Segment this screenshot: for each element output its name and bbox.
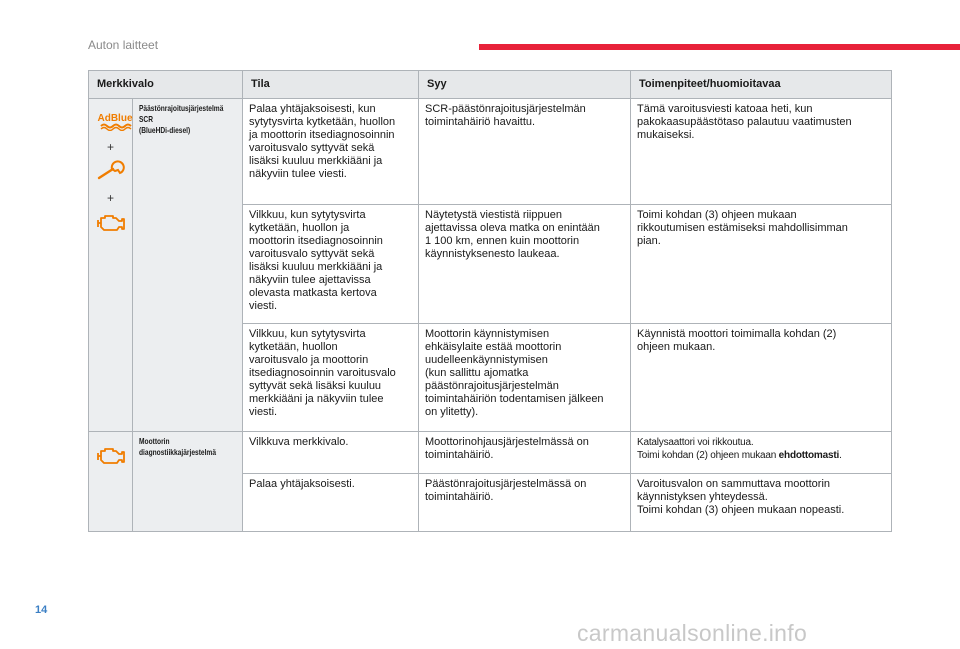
toimenpiteet-emphasis: ehdottomasti — [778, 450, 840, 461]
tila-text: Vilkkuu, kun sytytysvirta kytketään, huollon varoitusvalo ja moottorin itsediagnosoinnin varoitusvalo syttyvät sekä lisäksi kuuluu merkkiääni ja näkyviin tulee viesti. — [249, 328, 396, 418]
cell-tila — [243, 324, 419, 432]
syy-text: Moottorin käynnistymisen ehkäisylaite estää moottorin uudelleenkäynnistymisen (kun sallittu ajomatka päästönrajoitusjärjestelmän toimintahäiriön todentamisen jälkeen on ylitetty). — [425, 328, 604, 418]
toimenpiteet-text: Tämä varoitusviesti katoaa heti, kun pakokaasupäästötaso palautuu vaatimusten mukaiseksi. — [637, 103, 852, 141]
toimenpiteet-text: Varoitusvalon on sammuttava moottorin käynnistyksen yhteydessä. Toimi kohdan (3) ohjeen mukaan nopeasti. — [637, 478, 845, 516]
engine-check-icon — [95, 444, 127, 468]
toimenpiteet-text: Käynnistä moottori toimimalla kohdan (2) ohjeen mukaan. — [637, 328, 837, 353]
tila-text: Vilkkuu, kun sytytysvirta kytketään, huollon ja moottorin itsediagnosoinnin varoitusvalo syttyvät sekä lisäksi kuuluu merkkiääni ja näkyviin tulee ajettavissa olevasta matkasta kertova viesti. — [249, 209, 383, 312]
scr-system-label: Päästönrajoitusjärjestelmä SCR (BlueHDi-diesel) — [139, 103, 224, 135]
cell-syy — [419, 432, 631, 474]
table-header-row — [89, 71, 892, 99]
cell-syy — [419, 324, 631, 432]
tila-text: Palaa yhtäjaksoisesti. — [249, 478, 355, 490]
engine-label-cell — [133, 432, 243, 532]
cell-syy — [419, 205, 631, 324]
toimenpiteet-text: Toimi kohdan (3) ohjeen mukaan rikkoutumisen estämiseksi mahdollisimman pian. — [637, 209, 848, 247]
page-number: 14 — [35, 604, 48, 616]
column-header-syy: Syy — [419, 71, 631, 99]
tila-text: Palaa yhtäjaksoisesti, kun sytytysvirta kytketään, huollon ja moottorin itsediagnosoinnin varoitusvalo syttyvät sekä lisäksi kuuluu merkkiääni ja näkyviin tulee viesti. — [249, 103, 396, 180]
table-row — [89, 99, 892, 205]
watermark: carmanualsonline.info — [577, 620, 808, 646]
cell-toimenpiteet — [631, 474, 892, 532]
cell-tila — [243, 205, 419, 324]
syy-text: SCR-päästönrajoitusjärjestelmän toimintahäiriö havaittu. — [425, 103, 586, 128]
table-row — [89, 432, 892, 474]
syy-text: Moottorinohjausjärjestelmässä on toimintahäiriö. — [425, 436, 589, 461]
cell-toimenpiteet — [631, 324, 892, 432]
adblue-icon-text: AdBlue — [97, 113, 133, 124]
cell-tila — [243, 474, 419, 532]
warning-lights-table — [88, 70, 892, 532]
wrench-service-icon — [95, 160, 127, 182]
column-header-tila: Tila — [243, 71, 419, 99]
scr-label-cell — [133, 99, 243, 432]
cell-syy — [419, 99, 631, 205]
syy-text: Näytetystä viestistä riippuen ajettavissa oleva matka on enintään 1 100 km, ennen kuin moottorin käynnistyksenesto laukeaa. — [425, 209, 600, 260]
engine-check-icon — [95, 211, 127, 235]
cell-toimenpiteet — [631, 432, 892, 474]
section-title: Auton laitteet — [88, 38, 159, 52]
cell-tila — [243, 432, 419, 474]
cell-toimenpiteet — [631, 99, 892, 205]
plus-sign-2: + — [106, 191, 114, 205]
scr-icons-cell — [89, 99, 133, 432]
engine-icons-cell — [89, 432, 133, 532]
plus-sign-1: + — [106, 140, 114, 154]
toimenpiteet-line-2 — [637, 449, 885, 462]
engine-system-label: Moottorin diagnostiikkajärjestelmä — [139, 436, 217, 457]
syy-text: Päästönrajoitusjärjestelmässä on toimintahäiriö. — [425, 478, 587, 503]
tila-text: Vilkkuva merkkivalo. — [249, 436, 349, 448]
toimenpiteet-suffix: . — [839, 450, 842, 461]
cell-toimenpiteet — [631, 205, 892, 324]
section-accent-bar — [479, 44, 960, 50]
toimenpiteet-prefix: Toimi kohdan (2) ohjeen mukaan — [637, 450, 779, 461]
column-header-toimenpiteet: Toimenpiteet/huomioitavaa — [631, 71, 892, 99]
column-header-merkkivalo: Merkkivalo — [89, 71, 243, 99]
cell-syy — [419, 474, 631, 532]
toimenpiteet-line-1: Katalysaattori voi rikkoutua. — [637, 437, 754, 448]
cell-tila — [243, 99, 419, 205]
adblue-warning-icon — [95, 111, 135, 131]
